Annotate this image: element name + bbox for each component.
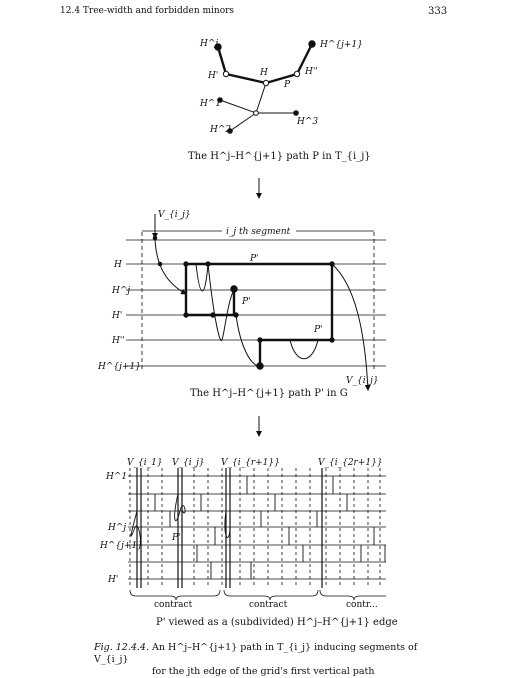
p-label-3: P' [314, 325, 323, 335]
v-top-label: V_{i_j} [158, 210, 191, 220]
grid-row-label-hprime: H' [108, 575, 119, 585]
grid-top-label-4: V_{i_{2r+1}} [318, 458, 383, 468]
running-header: 12.4 Tree-width and forbidden minors [60, 6, 235, 16]
grid-row-label-hj1: H^{j+1} [100, 541, 143, 551]
label-hdprime: H'' [305, 67, 318, 77]
v-bottom-label: V_{i_j} [346, 376, 379, 386]
grid-top-label-1: V_{i_1} [127, 458, 163, 468]
grid-row-label-h1: H^1 [106, 472, 128, 482]
row-label-hprime: H' [112, 311, 123, 321]
label-hj: H^j [200, 39, 219, 49]
label-h: H [260, 68, 268, 78]
grid-row-label-hj: H^j [108, 523, 127, 533]
brace-label-1: contract [154, 600, 193, 610]
brace-label-3: contr... [346, 600, 378, 610]
grid-diagram [128, 468, 386, 600]
figure-caption [94, 642, 434, 678]
label-hprime: H' [208, 71, 219, 81]
row-label-hj: H^j [112, 286, 131, 296]
grid-p-label: P' [172, 533, 181, 543]
label-p: P [284, 80, 291, 90]
grid-caption: P' viewed as a (subdivided) H^j–H^{j+1} edge [156, 617, 398, 628]
tree-caption: The H^j–H^{j+1} path P in T_{i_j} [188, 151, 371, 162]
middle-caption: The H^j–H^{j+1} path P' in G [190, 388, 348, 399]
grid-top-label-3: V_{i_{r+1}} [221, 458, 280, 468]
label-h1: H^1 [200, 99, 222, 109]
middle-diagram [126, 214, 386, 390]
p-label-2: P' [242, 297, 251, 307]
grid-top-label-2: V_{i_j} [172, 458, 205, 468]
label-h2: H^2 [210, 125, 232, 135]
figure-caption-line2: for the jth edge of the grid's first vertical path [152, 666, 375, 677]
row-label-h: H [114, 260, 122, 270]
label-h3: H^3 [297, 117, 319, 127]
row-label-hj1: H^{j+1} [98, 362, 141, 372]
page-number: 333 [428, 6, 448, 17]
row-label-hdprime: H'' [112, 336, 125, 346]
figure-tag: Fig. 12.4.4. [94, 642, 149, 653]
figure-caption-line1: An H^j–H^{j+1} path in T_{i_j} inducing segments of V_{i_j} [94, 642, 418, 665]
label-hj1: H^{j+1} [320, 40, 363, 50]
segment-label: i_j th segment [226, 227, 291, 237]
brace-label-2: contract [249, 600, 288, 610]
p-label-1: P' [250, 254, 259, 264]
